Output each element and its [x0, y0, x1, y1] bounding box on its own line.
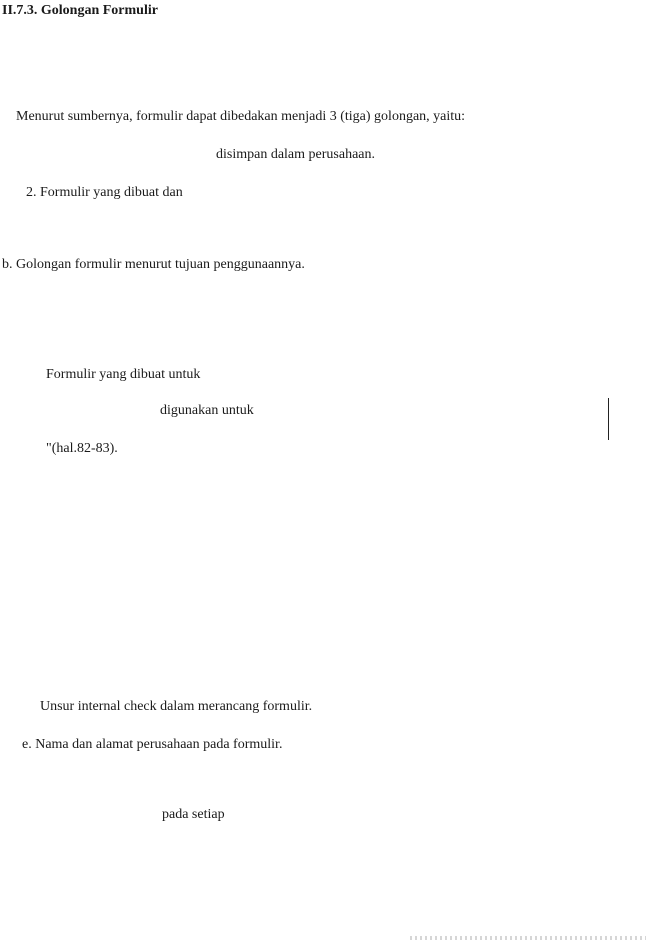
- text-line-unsur: Unsur internal check dalam merancang formulir.: [40, 699, 313, 714]
- text-line-formulir-dibuat: Formulir yang dibuat untuk: [46, 367, 201, 382]
- citation-hal: "(hal.82-83).: [46, 441, 118, 456]
- text-line-digunakan: digunakan untuk: [160, 403, 254, 418]
- section-b-heading: b. Golongan formulir menurut tujuan penggunaannya.: [2, 257, 305, 272]
- footer-scan-noise: [410, 936, 646, 940]
- section-heading: II.7.3. Golongan Formulir: [2, 3, 158, 18]
- intro-paragraph: Menurut sumbernya, formulir dapat dibedakan menjadi 3 (tiga) golongan, yaitu:: [16, 109, 466, 124]
- text-line-disimpan: disimpan dalam perusahaan.: [216, 147, 376, 162]
- text-line-pada-setiap: pada setiap: [162, 807, 225, 822]
- list-item-2: 2. Formulir yang dibuat dan: [26, 185, 183, 200]
- list-item-e: e. Nama dan alamat perusahaan pada formulir.: [22, 737, 283, 752]
- vertical-bar-mark: [608, 398, 609, 440]
